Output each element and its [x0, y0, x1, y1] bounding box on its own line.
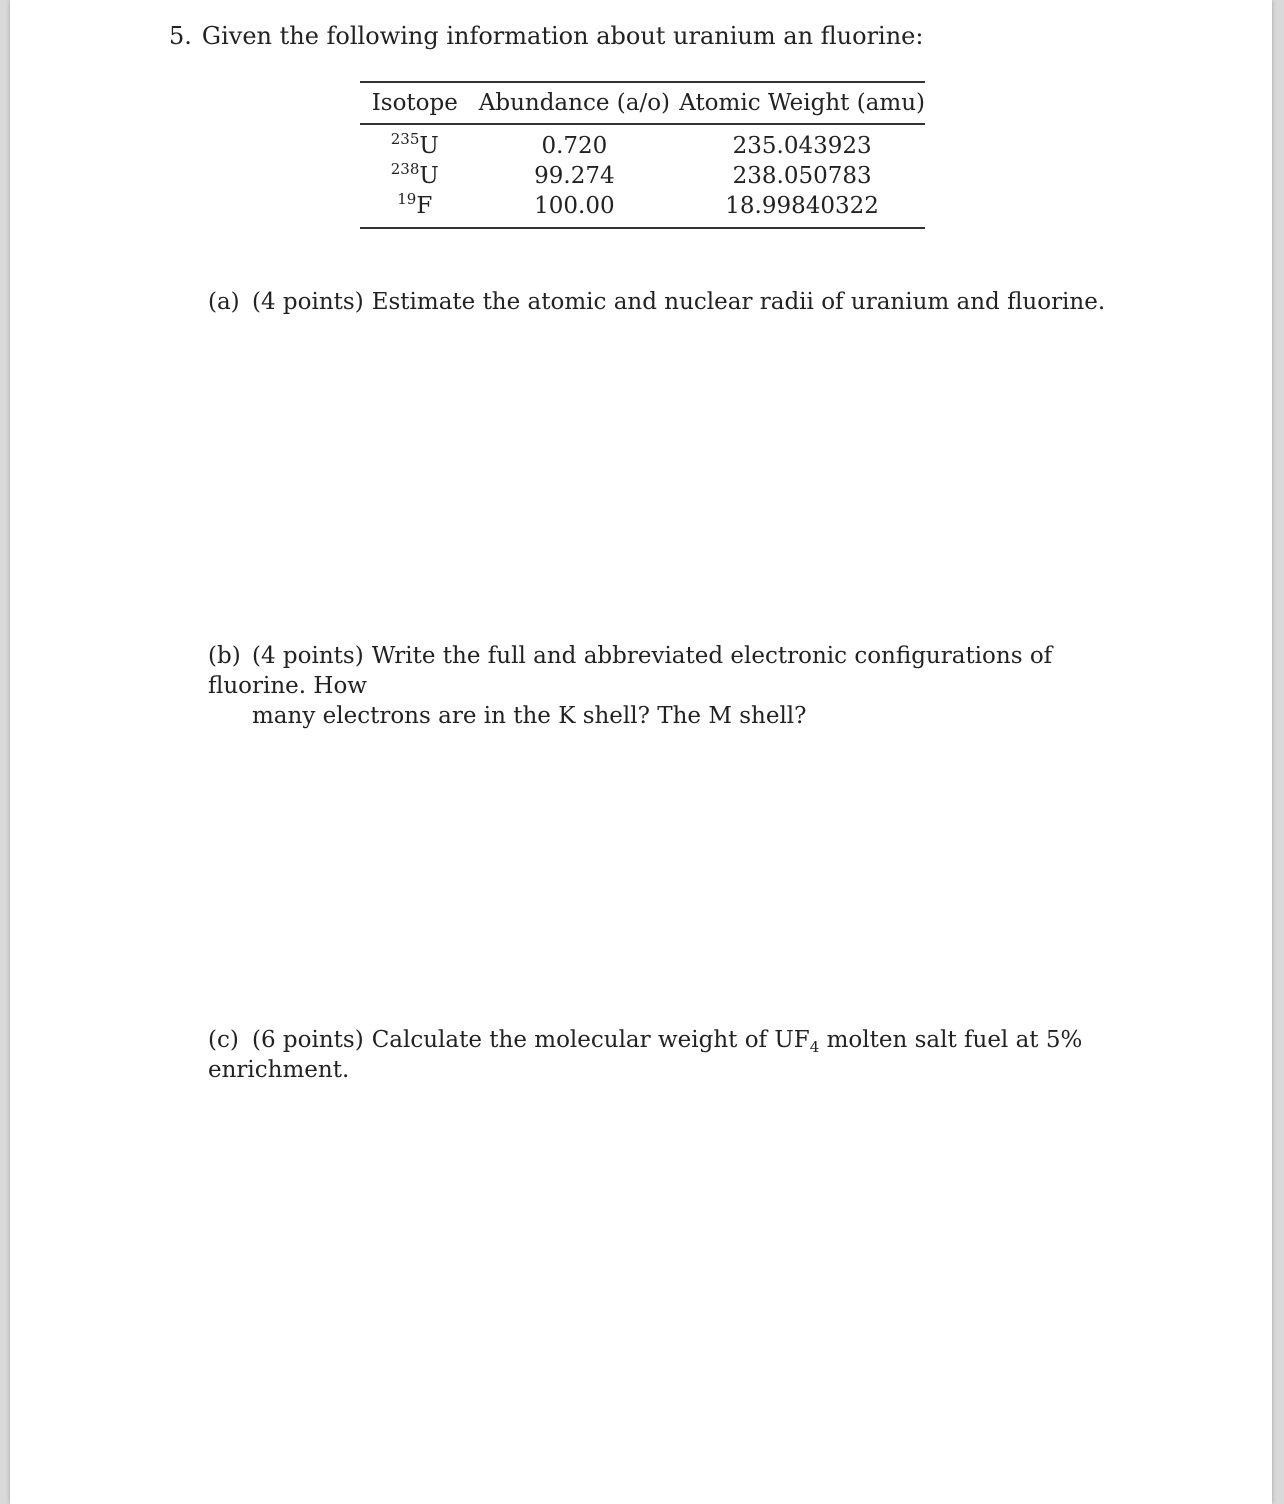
table-row	[360, 161, 925, 191]
weight-cell: 235.043923	[732, 133, 872, 159]
header-isotope: Isotope	[371, 90, 458, 116]
data-table	[360, 81, 925, 229]
part-b-label: (b)	[208, 643, 241, 669]
weight-cell: 238.050783	[732, 163, 872, 189]
isotope-table	[360, 81, 925, 229]
part-c-text-before: Calculate the molecular weight of UF	[371, 1027, 810, 1053]
question-header	[169, 22, 923, 50]
question-number: 5.	[169, 22, 192, 50]
weight-cell: 18.99840322	[725, 193, 879, 219]
header-weight: Atomic Weight (amu)	[679, 90, 925, 116]
element-symbol: U	[419, 163, 439, 189]
mass-number: 238	[390, 160, 420, 178]
part-c-points: (6 points)	[252, 1027, 364, 1053]
part-b-text-line1: Write the full and abbreviated electronic configurations of fluorine. How	[208, 643, 1053, 699]
abundance-cell: 99.274	[534, 163, 615, 189]
isotope-cell	[360, 124, 470, 161]
mass-number: 235	[390, 130, 420, 148]
part-c-label: (c)	[208, 1027, 239, 1053]
table-row	[360, 191, 925, 228]
part-c-text-after: molten salt fuel at 5% enrichment.	[208, 1027, 1083, 1083]
header-abundance: Abundance (a/o)	[478, 90, 671, 116]
page	[10, 0, 1272, 1504]
element-symbol: F	[416, 193, 433, 219]
part-b-points: (4 points)	[252, 643, 364, 669]
part-c	[208, 1025, 1138, 1085]
part-a-points: (4 points)	[252, 289, 364, 315]
part-a-text: Estimate the atomic and nuclear radii of uranium and fluorine.	[371, 289, 1106, 315]
part-a-label: (a)	[208, 289, 240, 315]
part-c-subscript: 4	[809, 1038, 820, 1056]
mass-number: 19	[397, 190, 417, 208]
part-b-text-line2: many electrons are in the K shell? The M shell?	[252, 703, 807, 729]
abundance-cell: 0.720	[541, 133, 608, 159]
part-b	[208, 641, 1138, 731]
table-header-row	[360, 82, 925, 124]
question-text: Given the following information about uranium an fluorine:	[201, 22, 924, 50]
table-row	[360, 124, 925, 161]
abundance-cell: 100.00	[534, 193, 615, 219]
isotope-cell	[360, 191, 470, 228]
element-symbol: U	[419, 133, 439, 159]
isotope-cell	[360, 161, 470, 191]
part-a	[208, 287, 1138, 317]
